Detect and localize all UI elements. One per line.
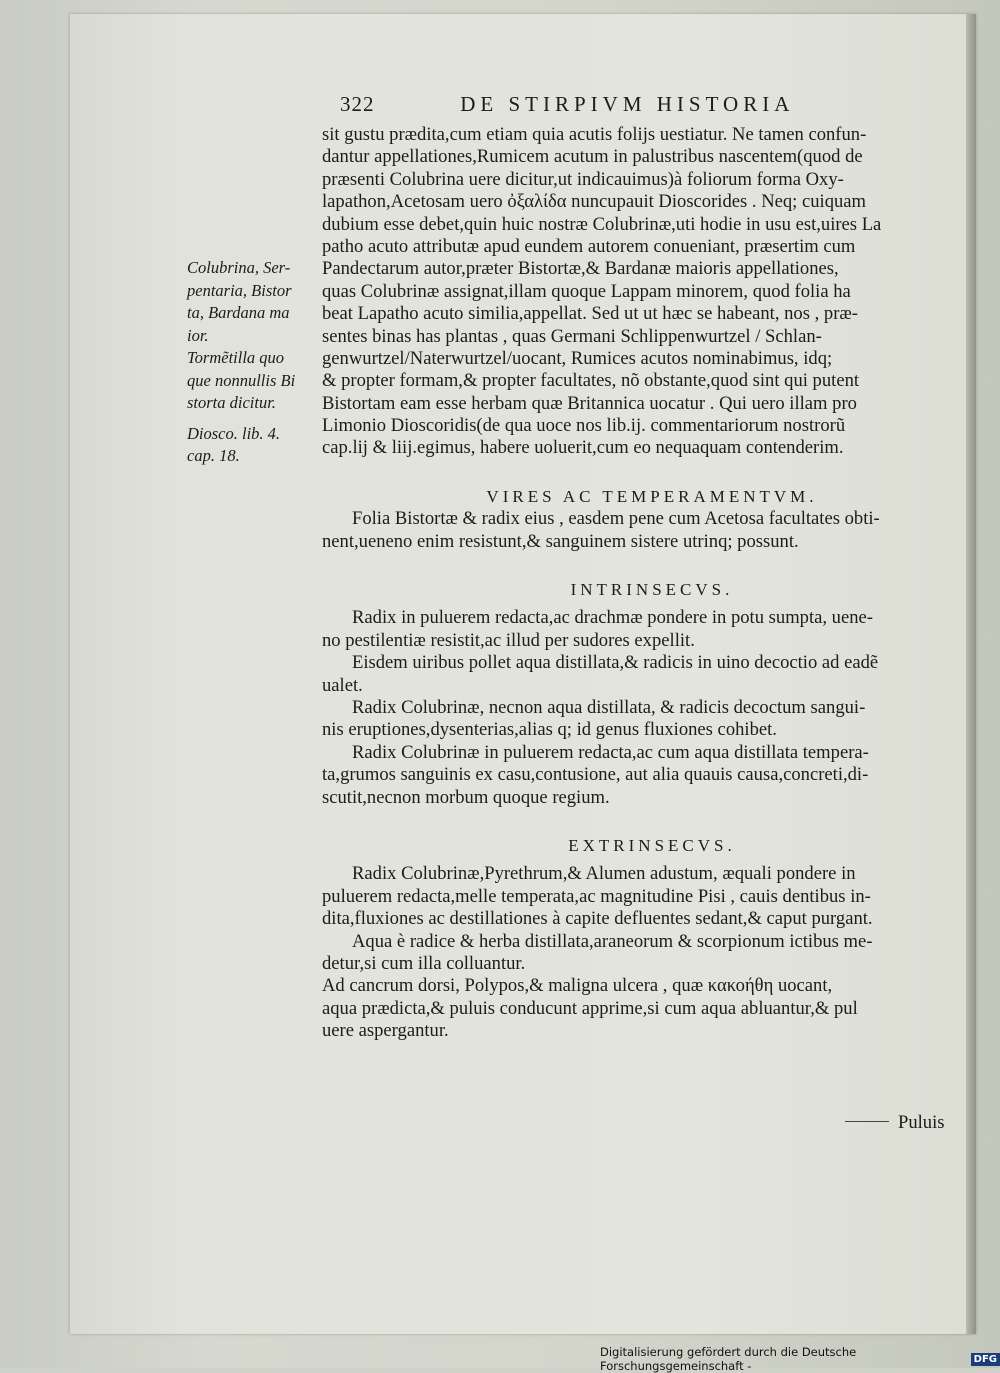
text-line: lapathon,Acetosam uero ὀξαλίδα nuncupauit Dioscorides . Neq; cuiquam xyxy=(322,191,867,213)
credit-text: Digitalisierung gefördert durch die Deutsche Forschungsgemeinschaft - xyxy=(600,1345,857,1373)
main-text xyxy=(322,124,982,1042)
text-line: patho acuto attributæ apud eundem autorem conueniant, præsertim cum xyxy=(322,235,856,257)
text-line: detur,si cum illa colluantur. xyxy=(322,952,526,974)
text-line: genwurtzel/Naterwurtzel/uocant, Rumices acutos nominabimus, idq; xyxy=(322,347,833,369)
text-line: uere aspergantur. xyxy=(322,1020,449,1042)
text-line: Bistortam eam esse herbam quæ Britannica uocatur . Qui uero illam pro xyxy=(322,392,857,414)
text-line: Radix Colubrinæ in puluerem redacta,ac cum aqua distillata tempera- xyxy=(352,741,869,763)
text-line: ualet. xyxy=(322,674,363,696)
margin-note-line: Colubrina, Ser- xyxy=(187,258,291,277)
margin-note-line: que nonnullis Bi xyxy=(187,370,296,390)
text-line: beat Lapatho acuto similia,appellat. Sed ut ut hæc se habeant, nos , præ- xyxy=(322,303,858,325)
margin-note-colubrina xyxy=(187,257,322,347)
text-line: ta,grumos sanguinis ex casu,contusione, aut alia quauis causa,concreti,di- xyxy=(322,764,869,786)
text-line: cap.lij & liij.egimus, habere uoluerit,cum eo nequaquam contenderim. xyxy=(322,437,844,459)
section-gap xyxy=(322,460,982,486)
text-line: no pestilentiæ resistit,ac illud per sudores expellit. xyxy=(322,629,695,651)
margin-note-line: storta dicitur. xyxy=(187,393,276,412)
section-heading-extrinsecus: EXTRINSECVS. xyxy=(568,835,736,855)
text-line: Radix in puluerem redacta,ac drachmæ pondere in potu sumpta, uene- xyxy=(352,607,873,629)
catchword: Puluis xyxy=(898,1112,945,1133)
text-line: puluerem redacta,melle temperata,ac magnitudine Pisi , cauis dentibus in- xyxy=(322,885,871,907)
text-line: dantur appellationes,Rumicem acutum in palustribus nascentem(quod de xyxy=(322,146,863,168)
text-line: dita,fluxiones ac destillationes à capite defluentes sedant,& caput purgant. xyxy=(322,908,873,930)
text-line: & propter formam,& propter facultates, nõ obstante,quod sint qui putent xyxy=(322,370,860,392)
text-line: Radix Colubrinæ,Pyrethrum,& Alumen adustum, æquali pondere in xyxy=(352,863,856,885)
text-line: Pandectarum autor,præter Bistortæ,& Bardanæ maioris appellationes, xyxy=(322,258,839,280)
text-line: Aqua è radice & herba distillata,araneorum & scorpionum ictibus me- xyxy=(352,930,873,952)
section-vires-text xyxy=(322,508,982,553)
text-line: Folia Bistortæ & radix eius , easdem pene cum Acetosa facultates obti- xyxy=(352,508,880,530)
margin-note-line: ta, Bardana ma xyxy=(187,303,290,322)
margin-note-line: cap. 18. xyxy=(187,446,240,465)
running-title: DE STIRPIVM HISTORIA xyxy=(460,92,795,116)
text-line: aqua prædicta,& puluis conducunt apprime,si cum aqua abluantur,& pul xyxy=(322,997,858,1019)
text-line: sit gustu prædita,cum etiam quia acutis folijs uestiatur. Ne tamen confun- xyxy=(322,124,867,145)
digitization-credit xyxy=(600,1345,1000,1373)
page-number: 322 xyxy=(340,92,375,116)
margin-note-line: Diosco. lib. 4. xyxy=(187,423,281,443)
text-line: Limonio Dioscoridis(de qua uoce nos lib.ij. commentariorum nostrorũ xyxy=(322,415,846,437)
text-line: dubium esse debet,quin huic nostræ Colubrinæ,uti hodie in usu est,uires La xyxy=(322,213,882,235)
catchword-rule xyxy=(845,1121,889,1122)
margin-note-tormentilla xyxy=(187,347,322,415)
section-gap xyxy=(322,809,982,835)
paragraph-1 xyxy=(322,124,982,460)
section-gap xyxy=(322,553,982,579)
margin-spacer xyxy=(187,415,322,423)
running-header xyxy=(340,92,860,117)
text-line: Radix Colubrinæ, necnon aqua distillata, & radicis decoctum sangui- xyxy=(352,696,866,718)
text-line: scutit,necnon morbum quoque regium. xyxy=(322,786,610,808)
text-line: Ad cancrum dorsi, Polypos,& maligna ulcera , quæ κακοήθη uocant, xyxy=(322,975,833,997)
margin-note-line: pentaria, Bistor xyxy=(187,280,292,300)
margin-note-line: Tormẽtilla quo xyxy=(187,348,285,367)
dfg-logo: DFG xyxy=(971,1353,1000,1366)
section-extrinsecus-text xyxy=(322,863,982,1042)
text-line: præsenti Colubrina uere dicitur,ut indicauimus)à foliorum forma Oxy- xyxy=(322,168,844,190)
text-line: sentes binas has plantas , quas Germani Schlippenwurtzel / Schlan- xyxy=(322,325,822,347)
section-heading-vires: VIRES AC TEMPERAMENTVM. xyxy=(486,486,818,506)
section-intrinsecus-text xyxy=(322,607,982,809)
section-heading-intrinsecus: INTRINSECVS. xyxy=(570,580,734,600)
text-line: nent,ueneno enim resistunt,& sanguinem sistere utrinq; possunt. xyxy=(322,530,799,552)
margin-notes xyxy=(187,257,322,468)
text-line: nis eruptiones,dysenterias,alias q; id genus fluxiones cohibet. xyxy=(322,719,777,741)
margin-note-line: ior. xyxy=(187,325,209,345)
text-line: quas Colubrinæ assignat,illam quoque Lappam minorem, quod folia ha xyxy=(322,280,851,302)
margin-note-diosco xyxy=(187,423,322,468)
text-line: Eisdem uiribus pollet aqua distillata,& radicis in uino decoctio ad eadẽ xyxy=(352,652,879,674)
